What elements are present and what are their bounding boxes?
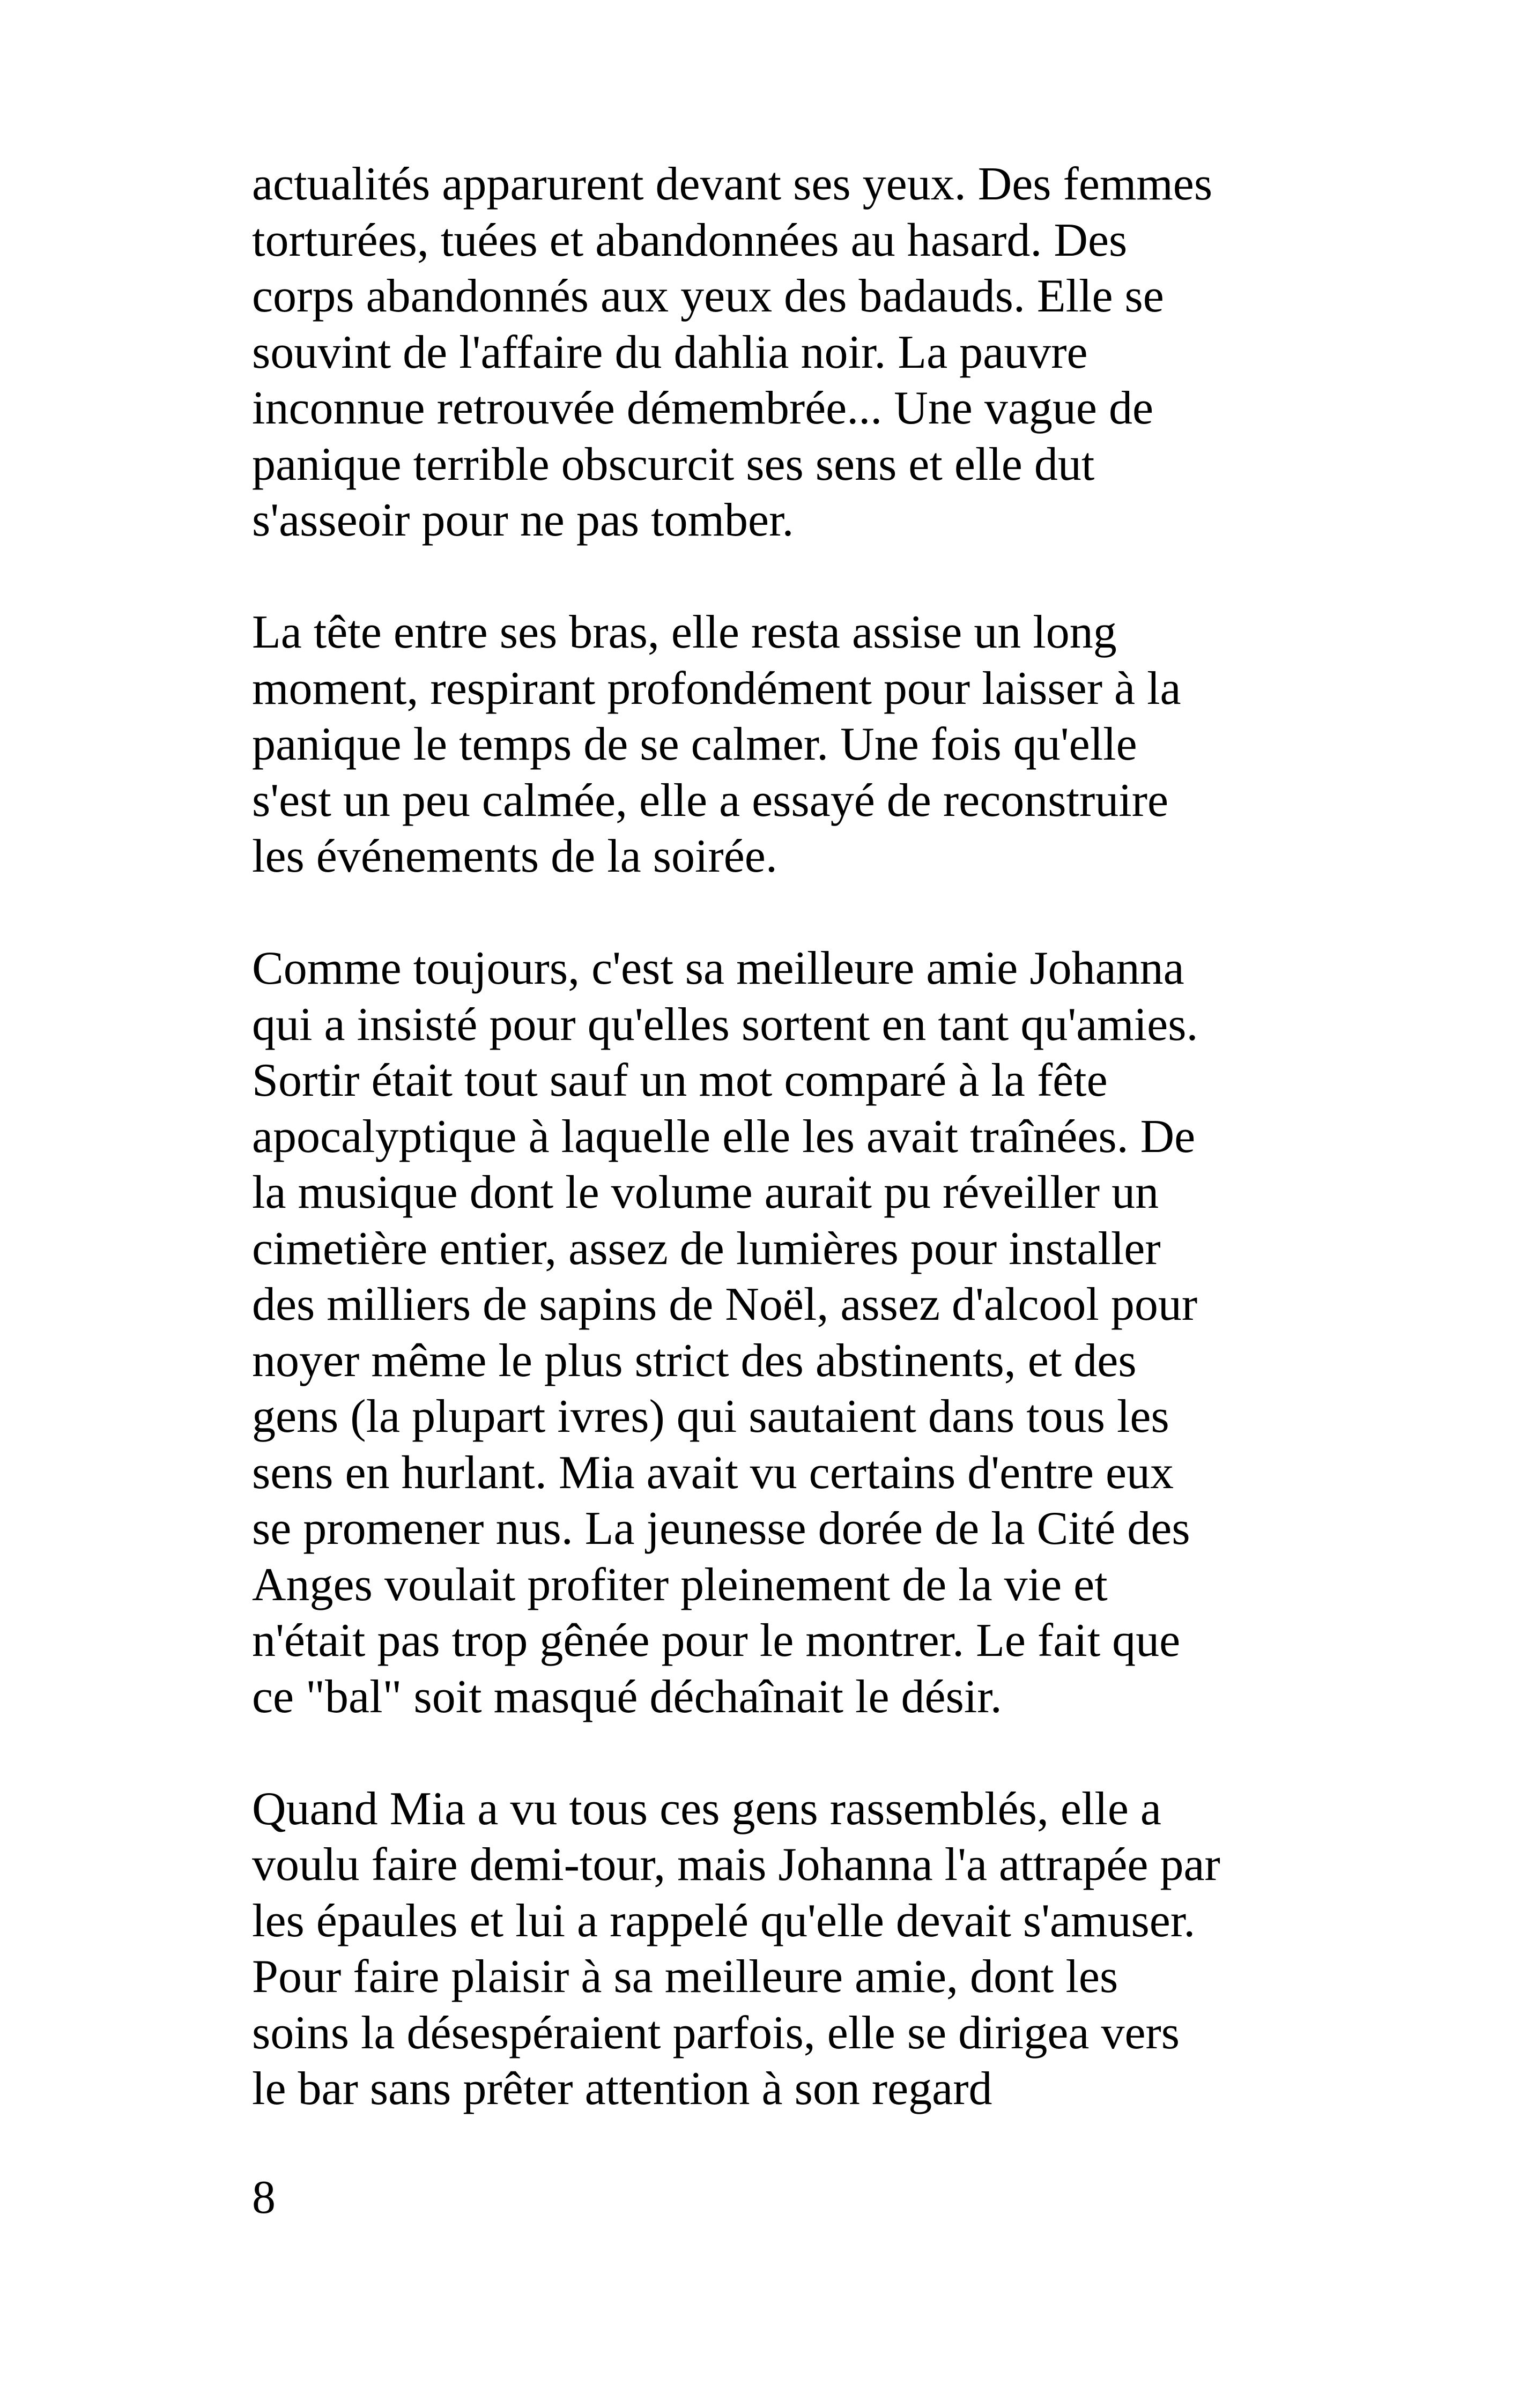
text-line: La tête entre ses bras, elle resta assise un long: [252, 606, 1117, 658]
text-line: Sortir était tout sauf un mot comparé à la fête: [252, 1054, 1108, 1106]
paragraph-3: [252, 941, 1324, 1725]
text-line: souvint de l'affaire du dahlia noir. La pauvre: [252, 326, 1088, 378]
page-number: 8: [252, 2172, 276, 2224]
paragraph-4: [252, 1781, 1324, 2117]
paragraph-1: [252, 157, 1324, 549]
text-line: ce "bal" soit masqué déchaînait le désir.: [252, 1670, 1002, 1723]
text-line: n'était pas trop gênée pour le montrer. Le fait que: [252, 1615, 1181, 1667]
paragraph-2: [252, 605, 1324, 885]
text-line: la musique dont le volume aurait pu réveiller un: [252, 1166, 1159, 1218]
text-line: panique le temps de se calmer. Une fois qu'elle: [252, 718, 1137, 770]
text-line: s'asseoir pour ne pas tomber.: [252, 494, 794, 546]
text-line: soins la désespéraient parfois, elle se dirigea vers: [252, 2006, 1180, 2059]
text-line: noyer même le plus strict des abstinents, et des: [252, 1334, 1137, 1387]
text-line: moment, respirant profondément pour laisser à la: [252, 662, 1181, 715]
text-line: actualités apparurent devant ses yeux. Des femmes: [252, 158, 1213, 210]
body-text: [252, 157, 1324, 2173]
text-line: gens (la plupart ivres) qui sautaient dans tous les: [252, 1391, 1169, 1443]
text-line: corps abandonnés aux yeux des badauds. Elle se: [252, 270, 1164, 322]
text-line: se promener nus. La jeunesse dorée de la Cité des: [252, 1503, 1190, 1555]
text-line: les épaules et lui a rappelé qu'elle devait s'amuser.: [252, 1894, 1196, 1947]
text-line: Comme toujours, c'est sa meilleure amie Johanna: [252, 942, 1184, 994]
text-line: panique terrible obscurcit ses sens et elle dut: [252, 438, 1095, 490]
text-line: Pour faire plaisir à sa meilleure amie, dont les: [252, 1951, 1118, 2003]
text-line: des milliers de sapins de Noël, assez d'alcool pour: [252, 1279, 1198, 1331]
text-line: Quand Mia a vu tous ces gens rassemblés, elle a: [252, 1782, 1161, 1835]
text-line: voulu faire demi-tour, mais Johanna l'a attrapée par: [252, 1839, 1220, 1891]
text-line: le bar sans prêter attention à son regard: [252, 2063, 992, 2115]
text-line: torturées, tuées et abandonnées au hasard. Des: [252, 214, 1128, 266]
text-line: s'est un peu calmée, elle a essayé de reconstruire: [252, 774, 1169, 827]
text-line: apocalyptique à laquelle elle les avait traînées. De: [252, 1110, 1196, 1163]
text-line: qui a insisté pour qu'elles sortent en tant qu'amies.: [252, 998, 1198, 1051]
text-line: les événements de la soirée.: [252, 830, 777, 882]
text-line: cimetière entier, assez de lumières pour installer: [252, 1222, 1161, 1275]
text-line: Anges voulait profiter pleinement de la vie et: [252, 1558, 1108, 1611]
text-line: sens en hurlant. Mia avait vu certains d'entre eux: [252, 1446, 1174, 1499]
text-line: inconnue retrouvée démembrée... Une vague de: [252, 382, 1154, 434]
